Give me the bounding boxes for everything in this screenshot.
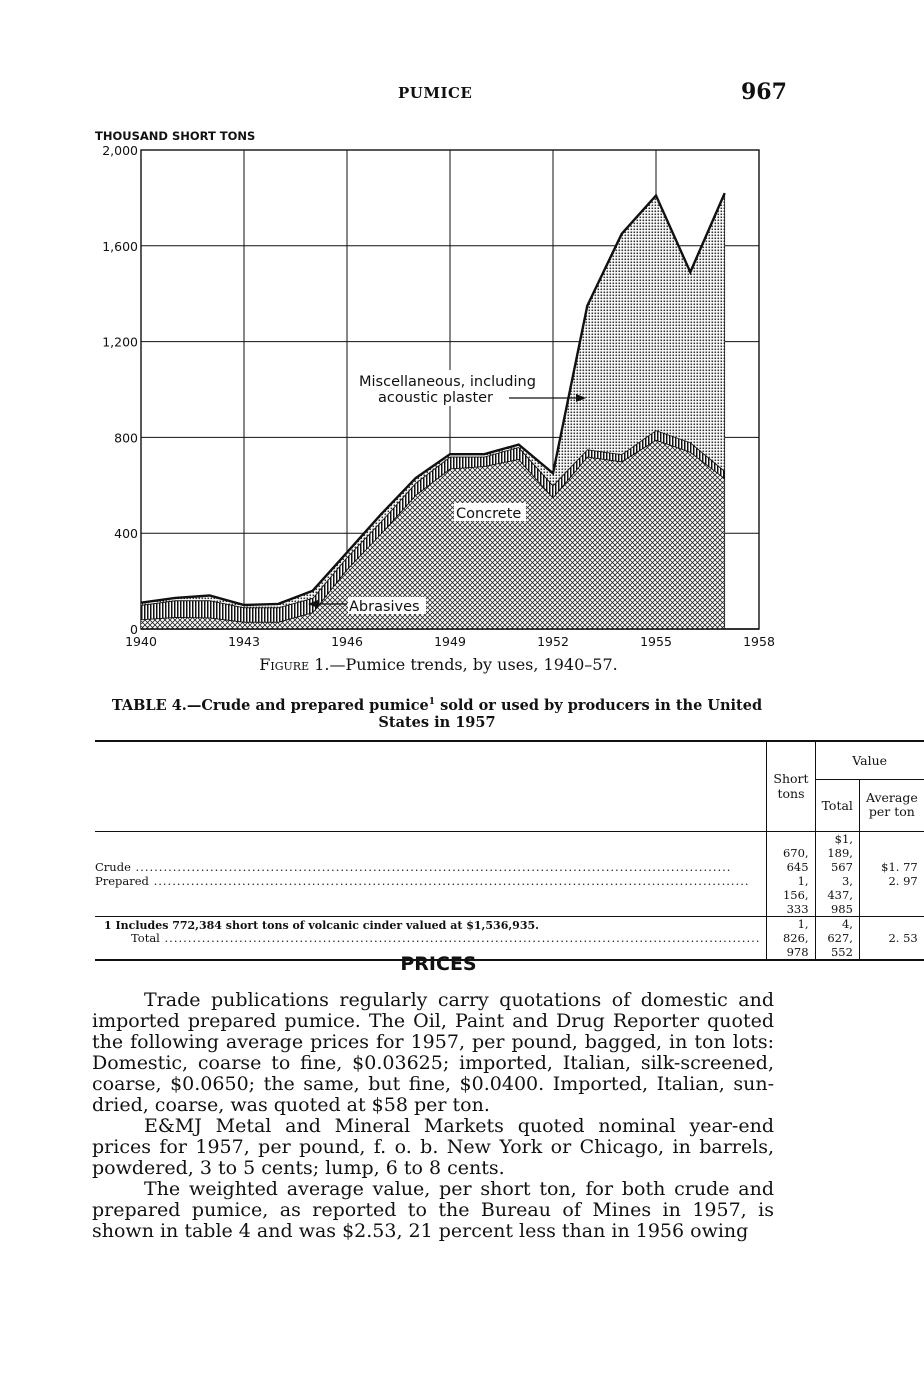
table-title-footnote-ref: 1 xyxy=(428,697,436,707)
table-title-part1: TABLE 4.—Crude and prepared pumice xyxy=(111,696,429,714)
x-tick-label: 1958 xyxy=(743,634,775,649)
x-tick-label: 1943 xyxy=(228,634,260,649)
section-heading: PRICES xyxy=(400,953,477,975)
y-tick-label: 1,600 xyxy=(102,238,138,254)
table-total-short-tons: 1, 826, 978 xyxy=(767,916,815,960)
paragraph: E&MJ Metal and Mineral Markets quoted nominal year-end prices for 1957, per pound, f. o. b. New York or Chicago, in barrels, powdered, 3 to 5 cents; lump, 6 to 8 cents. xyxy=(92,1115,774,1179)
table-cell-total: 3, 437, 985 xyxy=(815,874,859,917)
header-short-tons: Short tons xyxy=(767,741,815,831)
page-number: 967 xyxy=(741,79,787,105)
y-tick-label: 2,000 xyxy=(102,143,138,158)
x-tick-label: 1955 xyxy=(640,634,672,649)
paragraph: Trade publications regularly carry quotations of domestic and imported prepared pumice. The Oil, Paint and Drug Reporter quoted the following average prices for 1957, per pound, bagged, in ton lots: Domestic, coarse to fine, $0.03625; imported, Italian, silk-screened, coarse, $0.0650; the same, but fine, $0.0400. Imported, Italian, sun-dried, coarse, was quoted at $58 per ton. xyxy=(92,989,774,1116)
y-axis-label: THOUSAND SHORT TONS xyxy=(95,129,256,143)
y-tick-label: 400 xyxy=(114,526,138,542)
table-cell-short-tons: 670, 645 xyxy=(767,831,815,874)
annotation-concrete xyxy=(454,503,526,522)
x-tick-label: 1952 xyxy=(537,634,569,649)
figure-caption-prefix: Figure xyxy=(259,655,310,674)
y-tick-label: 800 xyxy=(114,430,138,446)
table-cell-average: 2. 97 xyxy=(859,874,923,917)
table-total-label: Total ..... xyxy=(95,916,767,960)
y-tick-label: 1,200 xyxy=(102,334,138,350)
table-total-value: 4, 627, 552 xyxy=(815,916,859,960)
table-row-label: Prepared ..... xyxy=(95,874,767,917)
table-row-label: Crude ..... xyxy=(95,831,767,874)
annotation-concrete-label: Concrete xyxy=(456,506,522,522)
figure-caption-text: 1.—Pumice trends, by uses, 1940–57. xyxy=(309,655,618,674)
figure-caption xyxy=(0,655,877,674)
pumice-trends-chart xyxy=(0,0,877,652)
annotation-miscellaneous xyxy=(356,370,586,406)
running-title: PUMICE xyxy=(398,84,473,102)
table-total-average: 2. 53 xyxy=(859,916,923,960)
annotation-abrasives-label: Abrasives xyxy=(349,599,420,615)
table-cell-total: $1, 189, 567 xyxy=(815,831,859,874)
body-text xyxy=(92,990,774,1242)
y-tick-label: 0 xyxy=(130,622,138,637)
annotation-misc-line1: Miscellaneous, including xyxy=(359,374,536,390)
x-tick-label: 1946 xyxy=(331,634,363,649)
table-cell-average: $1. 77 xyxy=(859,831,923,874)
annotation-misc-line2: acoustic plaster xyxy=(378,390,494,406)
table-cell-short-tons: 1, 156, 333 xyxy=(767,874,815,917)
paragraph: The weighted average value, per short ton, for both crude and prepared pumice, as reported to the Bureau of Mines in 1957, is shown in table 4 and was $2.53, 21 percent less than in 1956 owing xyxy=(92,1178,774,1242)
x-tick-label: 1940 xyxy=(125,634,157,649)
header-average-per-ton: Average per ton xyxy=(859,779,923,831)
x-tick-label: 1949 xyxy=(434,634,466,649)
table-footnote: 1 Includes 772,384 short tons of volcanic cinder valued at $1,536,935. xyxy=(104,919,539,932)
table-title xyxy=(97,694,777,731)
header-total: Total xyxy=(815,779,859,831)
table-header-blank xyxy=(95,741,767,831)
table-title-part2: sold or used by producers in the United States in 1957 xyxy=(378,696,763,731)
header-value: Value xyxy=(815,741,924,779)
